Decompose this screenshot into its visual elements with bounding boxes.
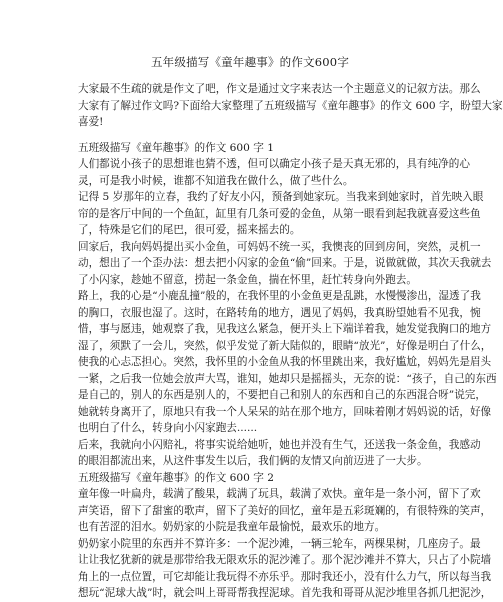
s2-line-6: 想玩“泥球大战”时，就会叫上哥哥帮我捏泥球。首先我和哥哥从泥沙堆里各抓几把泥沙， [78,587,492,599]
s2-line-2: 也有苦涩的泪水。奶奶家的小院是我童年最愉悦，最欢乐的地方。 [78,521,386,533]
s1-line-0: 人们都说小孩子的思想谁也猜不透，但可以确定小孩子是天真无邪的，具有纯净的心 [78,158,470,170]
s1-line-2: 记得 5 岁那年的立春，我约了好友小闪，预备到她家玩。当我来到她家时，首先映入眼 [78,191,484,203]
s1-line-10: 惜，事与愿违，她观察了我，见我这么紧急，便开头上下端详着我，她发觉我胸口的地方 [78,323,492,335]
s1-line-7: 了小闪家，趁她不留意，捞起一条金鱼，揣在怀里，赶忙转身向外跑去。 [78,273,417,286]
s1-line-11: 湿了，须默了一会儿，突然，似乎发觉了新大陆似的，眼睛“放光”，好像是明白了什么， [78,339,492,352]
section-1-heading: 五班级描写《童年趣事》的作文 600 字 1 [78,142,274,154]
s1-line-8: 路上，我的心是“小鹿乱撞”般的，在我怀里的小金鱼更是乱跳，水慢慢渗出，湿透了我 [78,290,481,302]
s1-line-18: 的眼泪都流出来，从这件事发生以后，我们俩的友情又向前迈进了一大步。 [78,455,428,467]
page-title: 五年级描写《童年趣事》的作文600字 [150,55,350,69]
s2-line-5: 角上的一点位置，可它却能让我玩得不亦乐乎。那时我还小，没有什么力气，所以每当我 [78,570,492,583]
s2-line-3: 奶奶家小院里的东西并不算许多：一个泥沙滩，一辆三轮车，两棵果树，几座房子。最 [78,537,481,550]
intro-line-1: 大家最不生疏的就是作文了吧，作文是通过文字来表达一个主题意义的记叙方法。那么 [78,83,481,95]
section-2-heading: 五班级描写《童年趣事》的作文 600 字 2 [78,472,274,484]
s1-line-9: 的胸口，衣服也湿了。这时，在路转角的地方，遇见了妈妈，我真盼望她看不见我，惋 [78,306,481,319]
s1-line-1: 灵，可是我小时候，谁都不知道我在做什么，做了些什么。 [78,174,354,187]
s1-line-6: 动，想出了一个歪办法：想去把小闪家的金鱼“偷”回来。于是，说做就做，其次天我就去 [78,257,492,269]
s1-line-3: 帘的是客厅中间的一个鱼缸，缸里有几条可爱的金鱼，从第一眼看到起我就喜爱这些鱼 [78,207,481,220]
s1-line-13: 一紧，之后我一位她会放声大骂，谁知，她却只是摇摇头，无奈的说：“孩子，自己的东西 [78,372,497,385]
intro-line-3: 喜爱! [78,116,104,128]
s1-line-15: 她就转身离开了，原地只有我一个人呆呆的站在那个地方，回味着刚才妈妈说的话，好像 [78,405,492,418]
s1-line-5: 回家后，我向妈妈提出买小金鱼，可妈妈不统一买，我懊丧的回到房间，突然，灵机一 [78,240,481,253]
intro-line-2: 大家有了解过作文吗?下面给大家整理了五班级描写《童年趣事》的作文 600 字，盼望大家 [78,99,503,112]
s2-line-4: 让让我忆犹新的就是那带给我无限欢乐的泥沙滩了。那个泥沙滩并不算大，只占了小院墙 [78,554,492,566]
s1-line-4: 了，特殊是它们的尾巴，很可爱，摇来摇去的。 [78,224,301,236]
s1-line-12: 使我的心忐忑担心。突然，我怀里的小金鱼从我的怀里跳出来，我好尴尬，妈妈先是眉头 [78,356,492,368]
s2-line-1: 声笑语，留下了甜蜜的歌声，留下了美好的回忆，童年是五彩斑斓的，有很特殊的笑声， [78,504,492,517]
s2-line-0: 童年像一叶扁舟，载满了酸果，载满了玩具，载满了欢快。童年是一条小河，留下了欢 [78,488,481,500]
s1-line-17: 后来，我就向小闪赔礼，将事实说给她听，她也并没有生气，还送我一条金鱼，我感动 [78,438,481,451]
s1-line-16: 也明白了什么，转身向小闪家跑去...... [78,422,258,434]
s1-line-14: 是自己的，别人的东西是别人的，不要把自己和别人的东西和自己的东西混合呀”说完， [78,389,486,401]
